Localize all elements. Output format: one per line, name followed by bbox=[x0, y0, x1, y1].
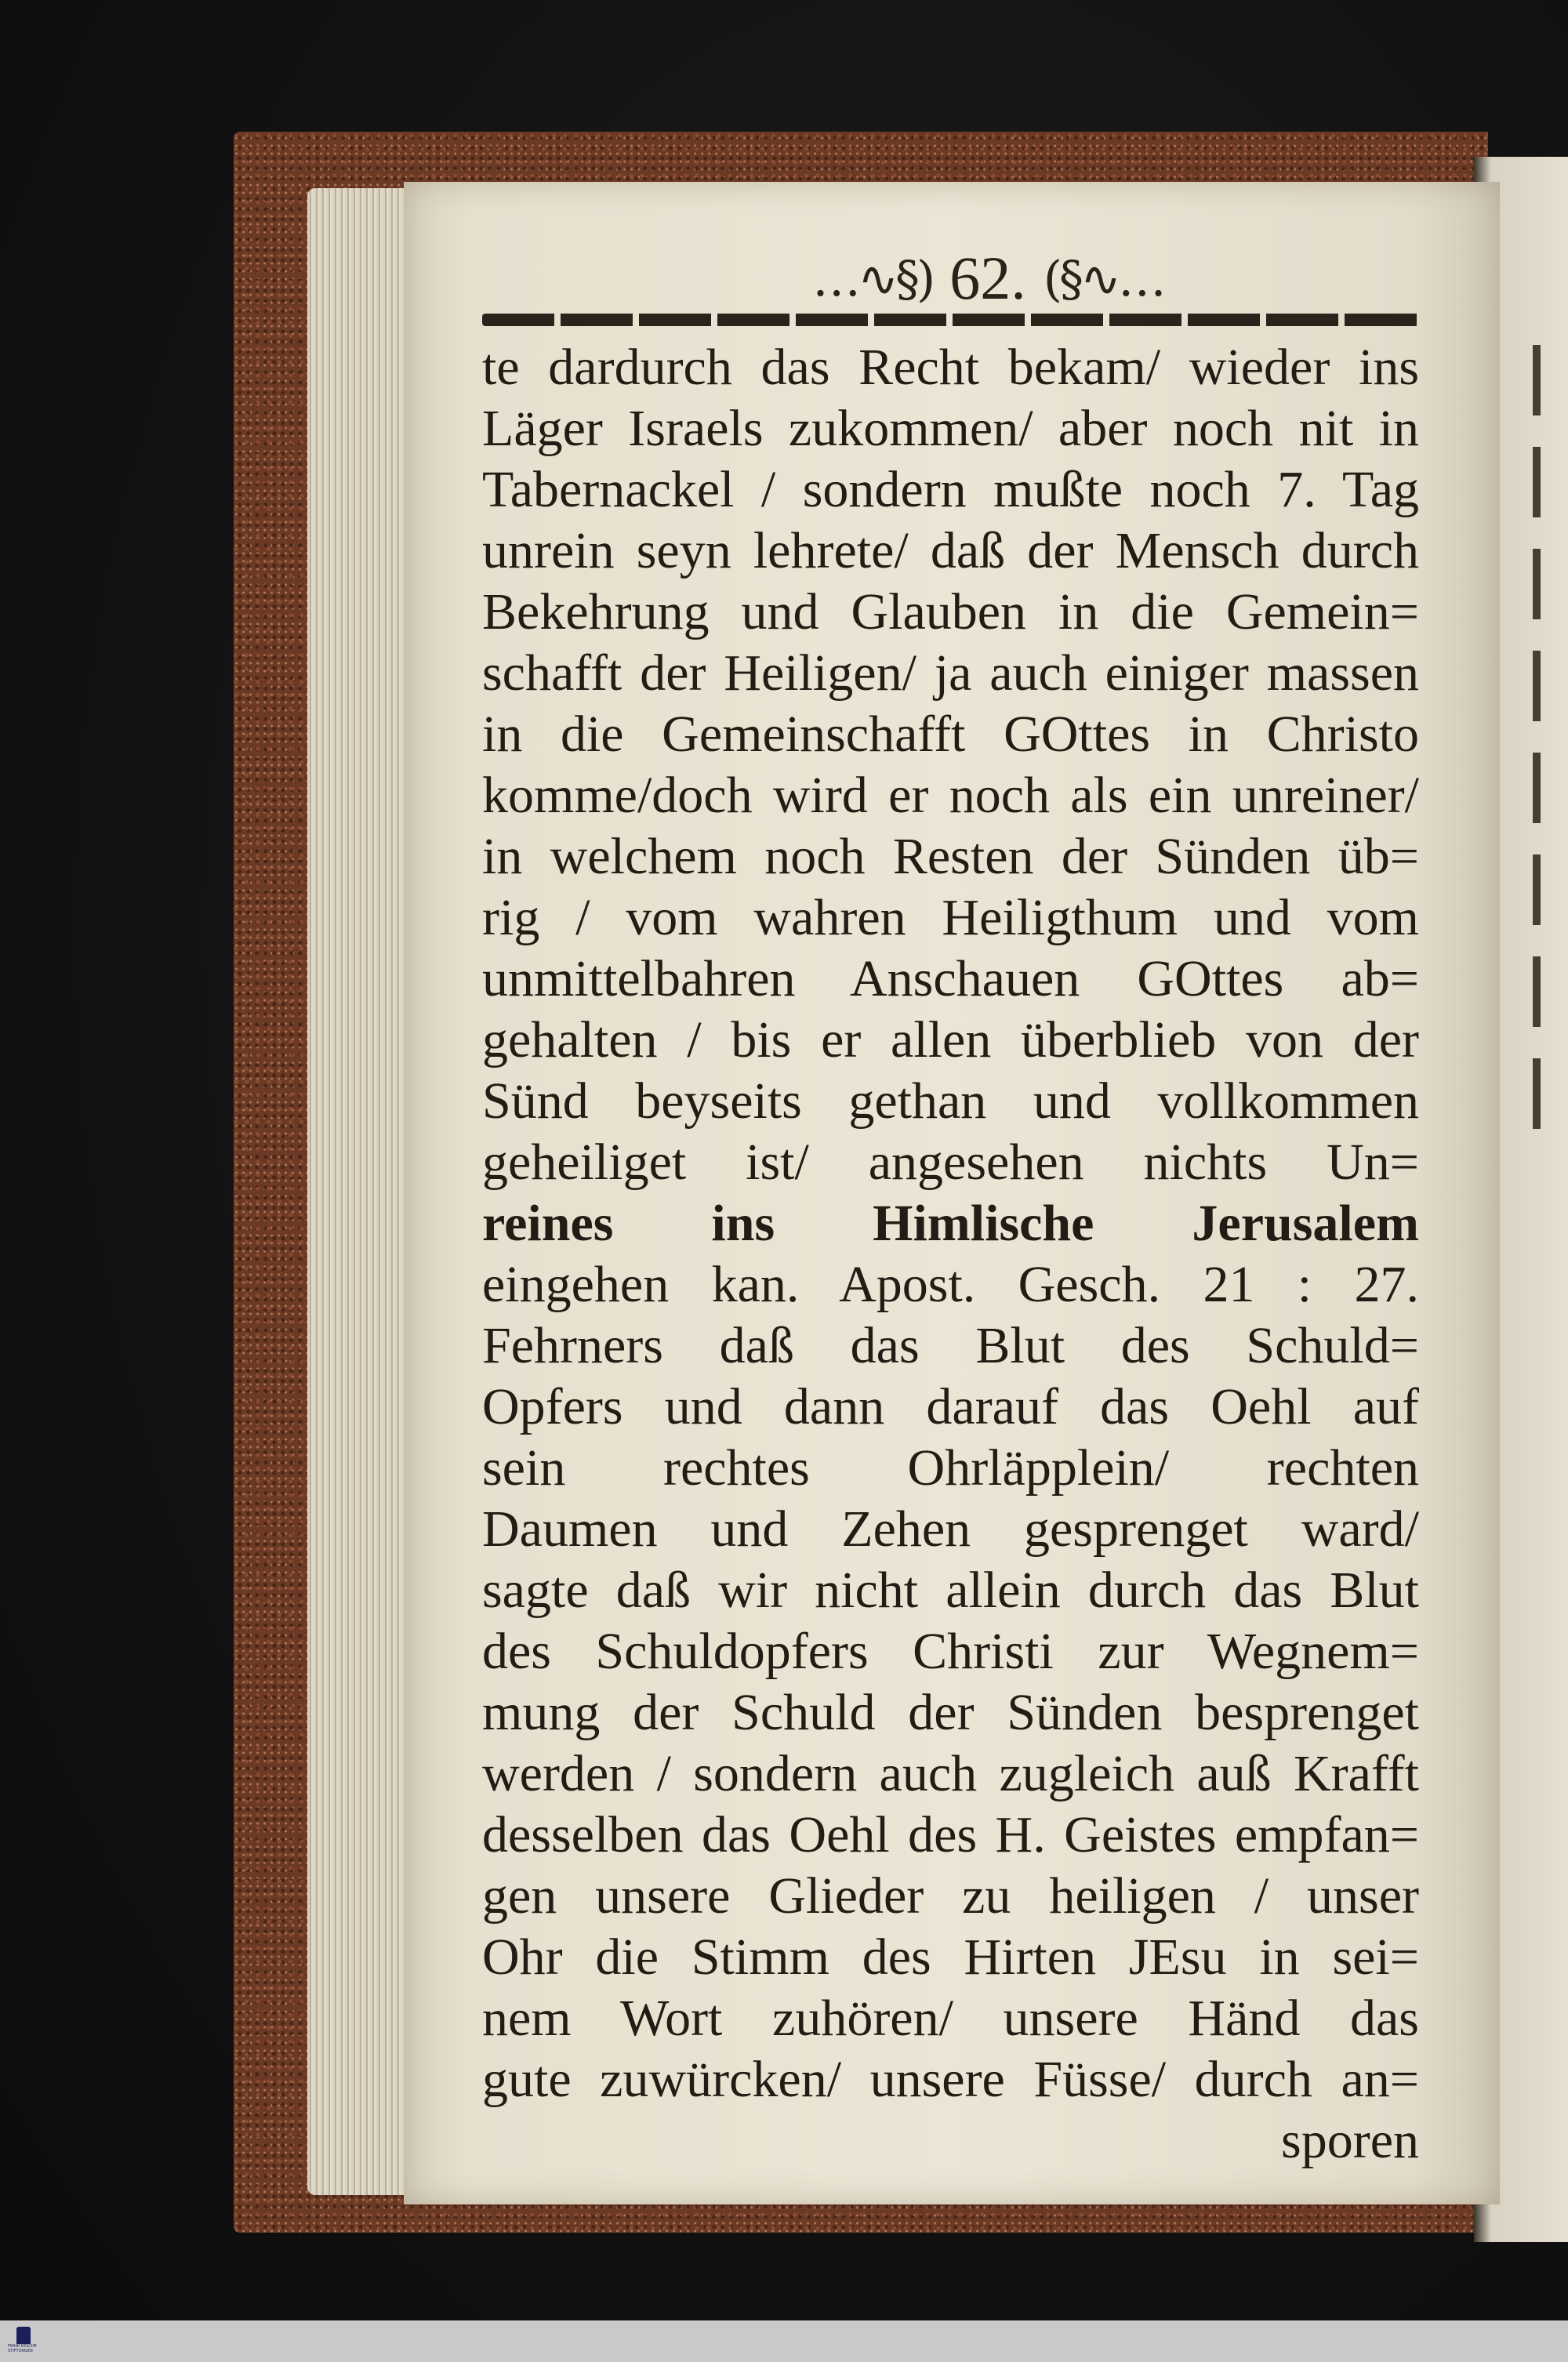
text-line: gehalten / bis er allen überblieb von der bbox=[482, 1011, 1419, 1069]
text-line: unrein seyn lehrete/ daß der Mensch durch bbox=[482, 522, 1419, 579]
text-line: Bekehrung und Glauben in die Gemein= bbox=[482, 583, 1419, 640]
body-text bbox=[482, 337, 1419, 2179]
header-rule bbox=[482, 314, 1419, 326]
text-line: Sünd beyseits gethan und vollkommen bbox=[482, 1072, 1419, 1130]
text-line: sein rechtes Ohrläpplein/ rechten bbox=[482, 1439, 1419, 1497]
text-line: gen unsere Glieder zu heiligen / unser bbox=[482, 1867, 1419, 1925]
text-line: rig / vom wahren Heiligthum und vom bbox=[482, 889, 1419, 946]
text-line: Opfers und dann darauf das Oehl auf bbox=[482, 1378, 1419, 1435]
text-line: sagte daß wir nicht allein durch das Blut bbox=[482, 1562, 1419, 1619]
catchword: sporen bbox=[1281, 2112, 1419, 2169]
page-number: 62. bbox=[949, 244, 1026, 312]
text-line: nem Wort zuhören/ unsere Händ das bbox=[482, 1990, 1419, 2047]
library-logo bbox=[8, 2327, 39, 2357]
facing-page-text-fragments bbox=[1533, 345, 1568, 1207]
page-header bbox=[721, 235, 1254, 321]
text-line: gute zuwürcken/ unsere Füsse/ durch an= bbox=[482, 2051, 1419, 2108]
text-line: des Schuldopfers Christi zur Wegnem= bbox=[482, 1623, 1419, 1680]
text-line: Tabernackel / sondern mußte noch 7. Tag bbox=[482, 461, 1419, 518]
text-line: Ohr die Stimm des Hirten JEsu in sei= bbox=[482, 1928, 1419, 1986]
text-line: mung der Schuld der Sünden besprenget bbox=[482, 1684, 1419, 1741]
text-line: Läger Israels zukommen/ aber noch nit in bbox=[482, 400, 1419, 457]
text-line: unmittelbahren Anschauen GOttes ab= bbox=[482, 950, 1419, 1007]
text-line: komme/doch wird er noch als ein unreiner/ bbox=[482, 767, 1419, 824]
text-line: werden / sondern auch zugleich auß Krafft bbox=[482, 1745, 1419, 1802]
text-line: te dardurch das Recht bekam/ wieder ins bbox=[482, 339, 1419, 396]
text-line: in die Gemeinschafft GOttes in Christo bbox=[482, 706, 1419, 763]
ornament-right-icon: (§∿… bbox=[1043, 249, 1163, 307]
text-line: Daumen und Zehen gesprenget ward/ bbox=[482, 1500, 1419, 1558]
page-stack-edges bbox=[307, 188, 417, 2195]
text-line-bold: reines ins Himlische Jerusalem bbox=[482, 1195, 1419, 1252]
text-line: desselben das Oehl des H. Geistes empfan= bbox=[482, 1806, 1419, 1863]
viewer-footer-bar bbox=[0, 2320, 1568, 2362]
logo-text: FRANCKESCHE STIFTUNGEN bbox=[8, 2344, 37, 2353]
ornament-left-icon: …∿§) bbox=[812, 249, 933, 307]
logo-mark-icon bbox=[16, 2327, 31, 2344]
text-line: geheiliget ist/ angesehen nichts Un= bbox=[482, 1134, 1419, 1191]
text-line: Fehrners daß das Blut des Schuld= bbox=[482, 1317, 1419, 1374]
text-line: schafft der Heiligen/ ja auch einiger massen bbox=[482, 644, 1419, 702]
text-line: in welchem noch Resten der Sünden üb= bbox=[482, 828, 1419, 885]
text-line: eingehen kan. Apost. Gesch. 21 : 27. bbox=[482, 1256, 1419, 1313]
